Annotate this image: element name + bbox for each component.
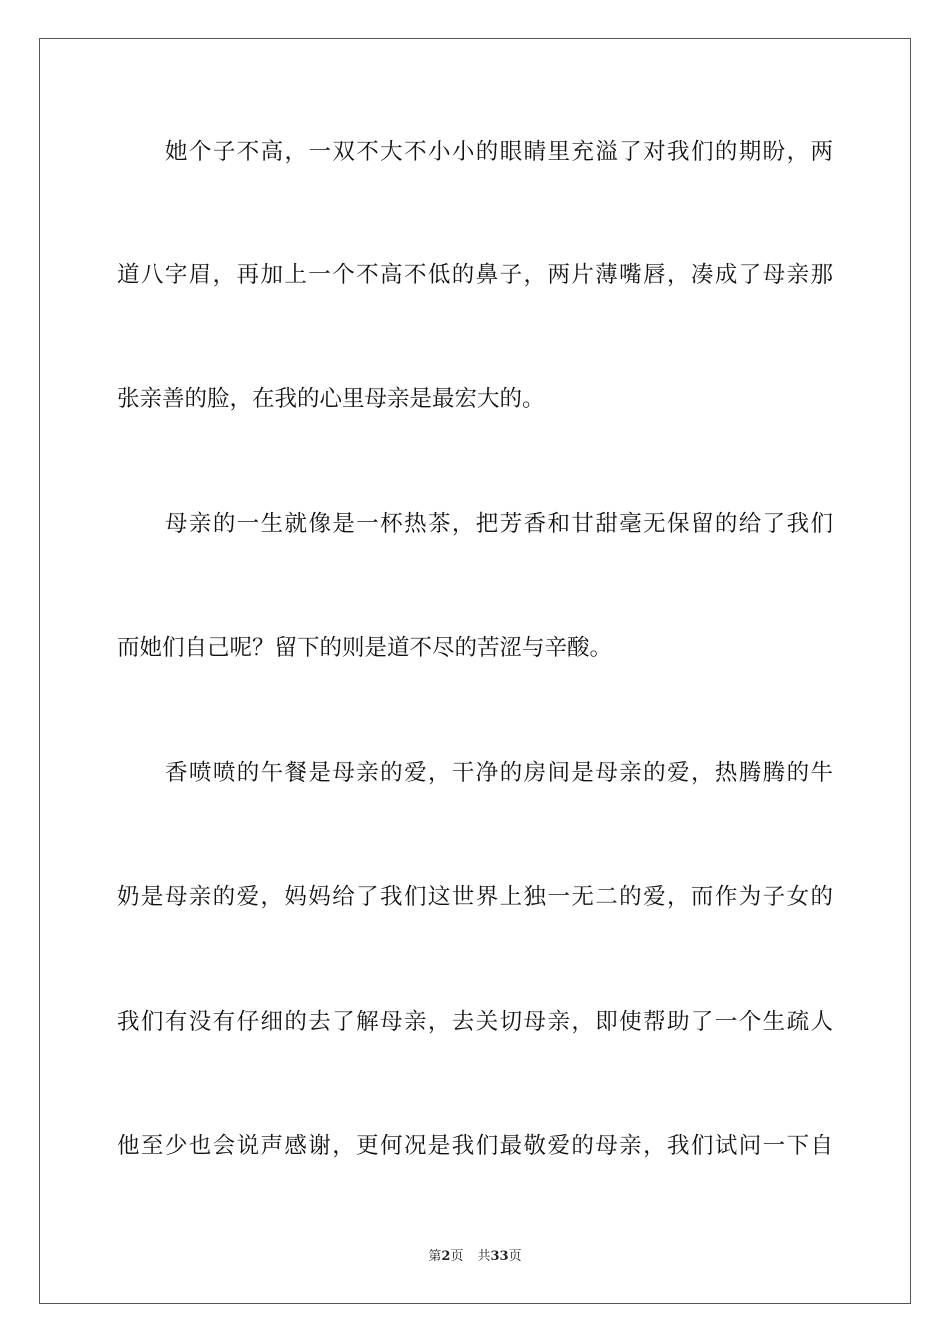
page-border <box>39 38 911 1304</box>
total-suffix: 页 <box>508 1249 522 1264</box>
paragraph-line: 张亲善的脸，在我的心里母亲是最宏大的。 <box>117 386 545 412</box>
paragraph-line: 而她们自己呢？留下的则是道不尽的苦涩与辛酸。 <box>117 635 613 661</box>
paragraph-line: 香喷喷的午餐是母亲的爱，干净的房间是母亲的爱，热腾腾的牛 <box>165 760 833 786</box>
current-page-number: 2 <box>441 1249 451 1264</box>
total-prefix: 共 <box>477 1249 491 1264</box>
page-suffix: 页 <box>450 1249 464 1264</box>
total-pages-number: 33 <box>490 1249 509 1264</box>
paragraph-line: 我们有没有仔细的去了解母亲，去关切母亲，即使帮助了一个生疏人 <box>117 1009 833 1035</box>
page-prefix: 第 <box>428 1249 442 1264</box>
paragraph-line: 母亲的一生就像是一杯热茶，把芳香和甘甜毫无保留的给了我们 <box>165 511 833 537</box>
paragraph-line: 道八字眉，再加上一个不高不低的鼻子，两片薄嘴唇，凑成了母亲那 <box>117 262 833 288</box>
page-footer <box>0 1248 950 1266</box>
paragraph-line: 奶是母亲的爱，妈妈给了我们这世界上独一无二的爱，而作为子女的 <box>117 884 833 910</box>
paragraph-line: 她个子不高，一双不大不小小的眼睛里充溢了对我们的期盼，两 <box>165 139 833 165</box>
paragraph-line: 他至少也会说声感谢，更何况是我们最敬爱的母亲，我们试问一下自 <box>117 1133 833 1159</box>
